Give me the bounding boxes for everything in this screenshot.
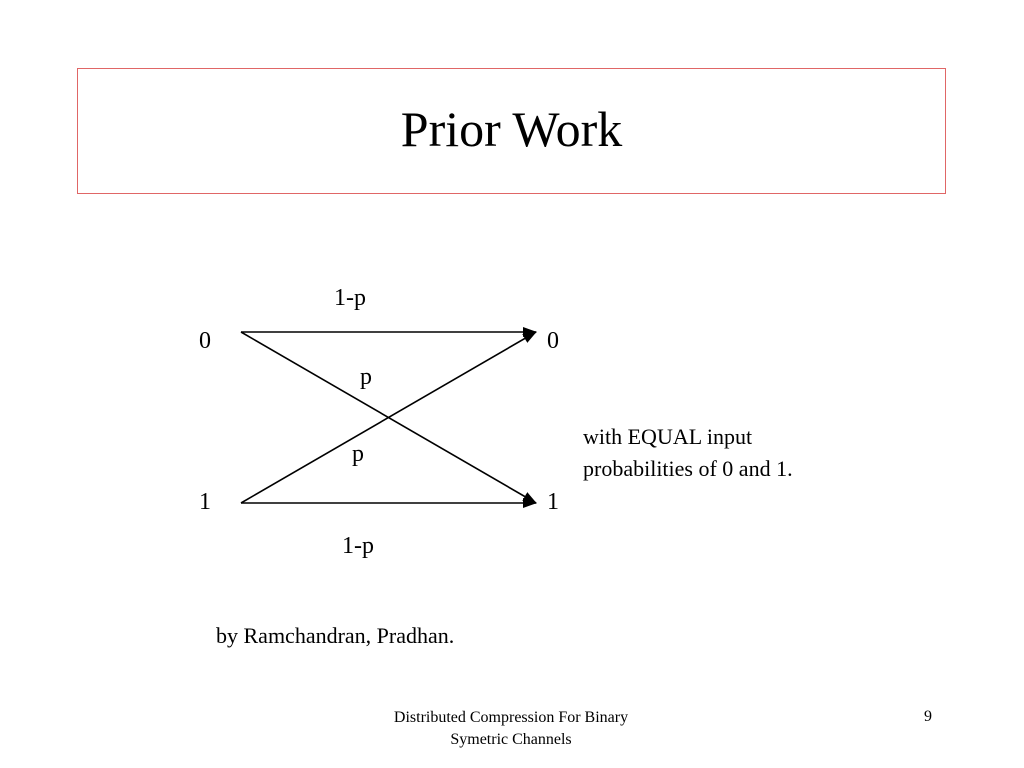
note-line-1: with EQUAL input	[583, 424, 753, 449]
edge-label-top-1-p: 1-p	[334, 285, 366, 311]
footer-line-1: Distributed Compression For Binary	[393, 709, 629, 726]
input-label-0: 0	[199, 328, 211, 354]
note-line-2: probabilities of 0 and 1.	[583, 456, 793, 481]
footer-title	[330, 707, 692, 751]
output-label-1: 1	[547, 489, 559, 515]
edge-label-bottom-1-p: 1-p	[342, 533, 374, 559]
edge-label-cross-p-lower: p	[352, 441, 364, 467]
input-label-1: 1	[199, 489, 211, 515]
edge-label-cross-p-upper: p	[360, 364, 372, 390]
equal-probabilities-note	[583, 421, 793, 485]
page-number: 9	[924, 708, 932, 725]
slide-title: Prior Work	[400, 101, 623, 157]
footer-line-2: Symetric Channels	[450, 731, 572, 748]
credit-text: by Ramchandran, Pradhan.	[216, 623, 455, 648]
output-label-0: 0	[547, 328, 559, 354]
